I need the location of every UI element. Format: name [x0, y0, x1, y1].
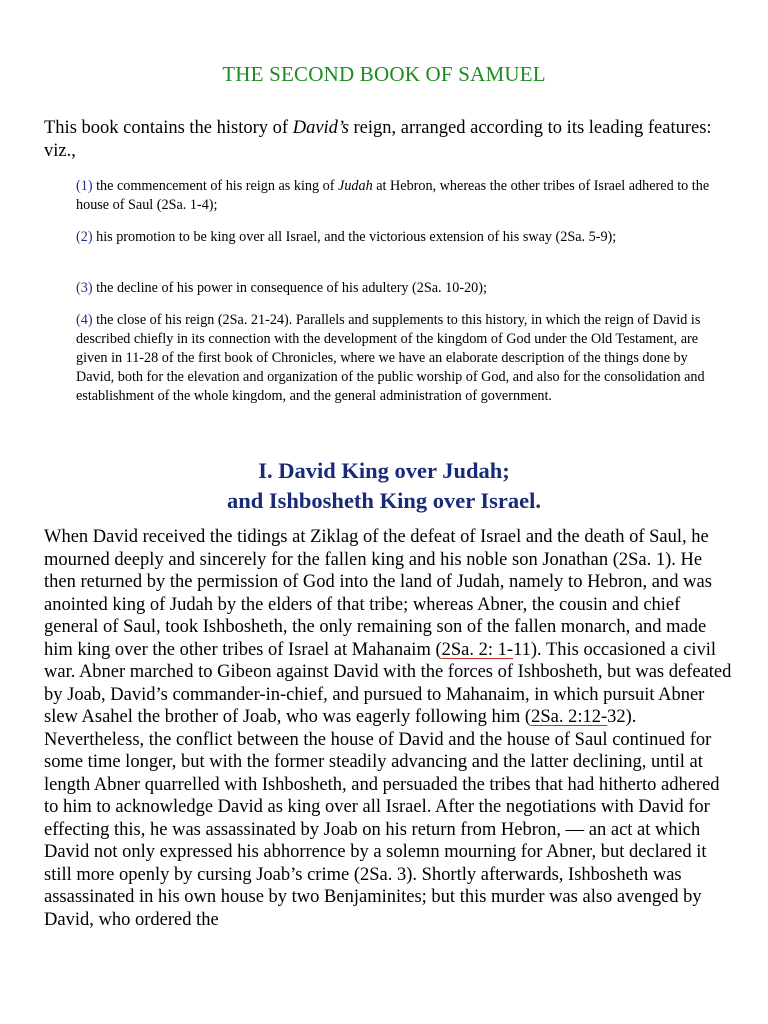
feature-item-3: [76, 279, 716, 298]
feature-item-2: [76, 228, 716, 247]
intro-text-start: This book contains the history of: [44, 118, 293, 138]
feature-text-start: the commencement of his reign as king of: [92, 178, 339, 194]
intro-text-end: reign, arranged according to its leading features: viz.,: [44, 118, 712, 161]
feature-number: (4): [76, 312, 93, 328]
section-heading-line-1: I. David King over Judah;: [258, 458, 510, 483]
feature-emphasis: Judah: [338, 178, 373, 194]
feature-number: (2): [76, 229, 93, 245]
intro-emphasis: David’s: [292, 118, 349, 138]
body-text-part-2: 11). This occasioned a civil war. Abner marched to Gibeon against David with the forces of Ishbosheth, but was defeated by Joab, David’s commander-in-chief, and pursued to Mahanaim, in which pursuit Abner slew Asahel the brother of Joab, who was eagerly following him (: [44, 639, 732, 727]
section-heading-line-2: and Ishbosheth King over Israel.: [226, 488, 542, 513]
feature-number: (1): [76, 178, 93, 194]
section-heading: [0, 456, 768, 516]
feature-item-1: [76, 177, 716, 215]
scripture-reference-link[interactable]: 2Sa. 2: 1-: [441, 639, 514, 660]
feature-text: the close of his reign (2Sa. 21-24). Parallels and supplements to this history, in which the reign of David is described chiefly in its connection with the development of the kingdom of God under the Old Testament, are given in 11-28 of the first book of Chronicles, where we have an elaborate description of the things done by David, both for the elevation and organization of the public worship of God, and also for the consolidation and establishment of the whole kingdom, and the general administration of government.: [76, 312, 705, 404]
body-paragraph: [44, 526, 736, 931]
feature-text: the decline of his power in consequence of his adultery (2Sa. 10-20);: [92, 280, 487, 296]
body-text-part-3: 32). Nevertheless, the conflict between the house of David and the house of Saul continued for some time longer, but with the former steadily advancing and the latter declining, until at length Abner quarrelled with Ishbosheth, and persuaded the tribes that had hitherto adhered to him to acknowledge David as king over all Israel. After the negotiations with David for effecting this, he was assassinated by Joab on his return from Hebron, — an act at which David not only expressed his abhorrence by a solemn mourning for Abner, but declared it still more openly by cursing Joab’s crime (2Sa. 3). Shortly afterwards, Ishbosheth was assassinated in his own house by two Benjaminites; but this murder was also avenged by David, who ordered the: [44, 707, 720, 930]
feature-item-4: [76, 311, 716, 406]
scripture-reference-link[interactable]: 2Sa. 2:12-: [531, 707, 608, 727]
book-title: THE SECOND BOOK OF SAMUEL: [222, 62, 546, 86]
feature-text-end: at Hebron, whereas the other tribes of Israel adhered to the house of Saul (2Sa. 1-4);: [76, 178, 710, 213]
intro-paragraph: [44, 117, 734, 163]
feature-text: his promotion to be king over all Israel, and the victorious extension of his sway (2Sa. 5-9);: [92, 229, 617, 245]
feature-number: (3): [76, 280, 93, 296]
body-text-part-1: When David received the tidings at Ziklag of the defeat of Israel and the death of Saul, he mourned deeply and sincerely for the fallen king and his noble son Jonathan (2Sa. 1). He then returned by the permission of God into the land of Judah, namely to Hebron, and was anointed king of Judah by the elders of that tribe; whereas Abner, the cousin and chief general of Saul, took Ishbosheth, the only remaining son of the fallen monarch, and made him king over the other tribes of Israel at Mahanaim (: [44, 527, 712, 660]
